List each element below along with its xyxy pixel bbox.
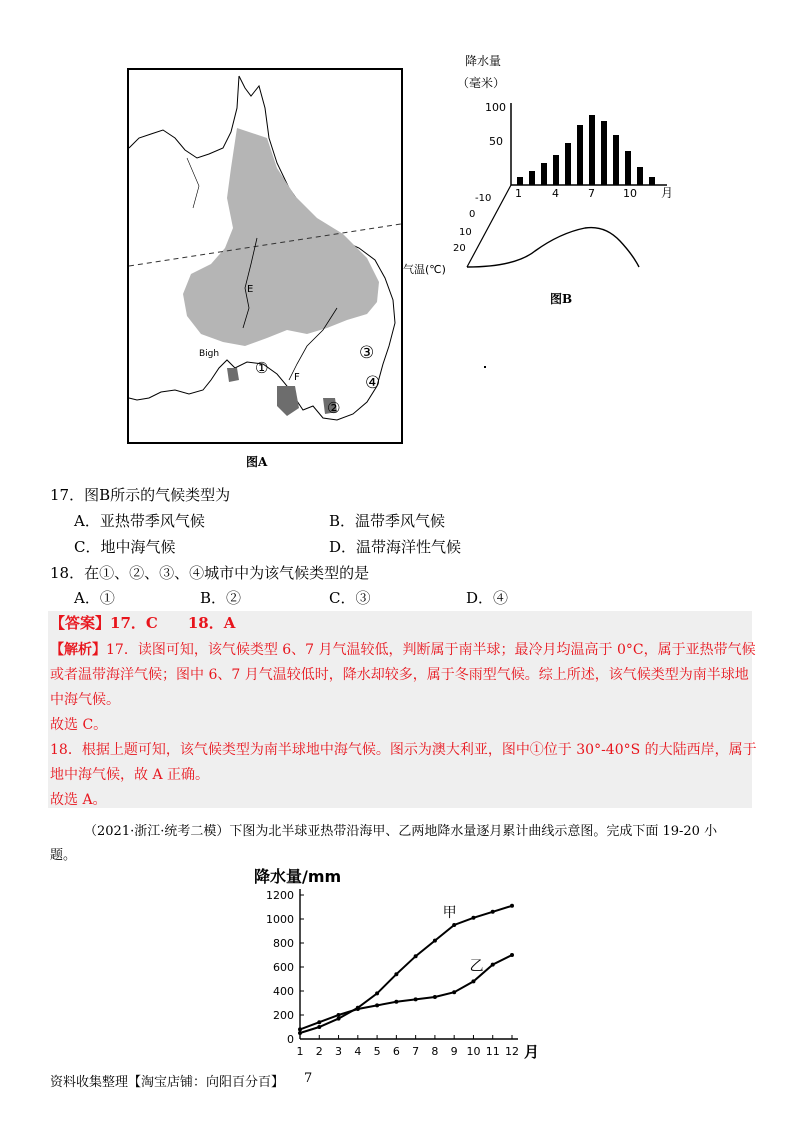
figure-b — [395, 45, 695, 305]
cumulative-chart-svg — [240, 862, 560, 1067]
data-point — [337, 1013, 341, 1017]
answer-text: 17．C 18．A — [110, 614, 236, 632]
figure-b-label: 图B — [550, 292, 573, 306]
month-4: 4 — [552, 187, 559, 200]
data-point — [452, 990, 456, 994]
data-point — [414, 997, 418, 1001]
footer-text: 资料收集整理【淘宝店铺：向阳百分百】 — [50, 1075, 285, 1090]
q17-option-c: C．地中海气候 — [74, 538, 176, 556]
data-point — [510, 953, 514, 957]
data-point — [356, 1007, 360, 1011]
data-point — [491, 910, 495, 914]
analysis-text-1: 17．读图可知，该气候类型 6、7 月气温较低，判断属于南半球；最冷月均温高于 0°C，属于亚热带气候 — [106, 642, 756, 658]
data-point — [433, 939, 437, 943]
data-point — [510, 904, 514, 908]
analysis-line-5: 18．根据上题可知，该气候类型为南半球地中海气候。图示为澳大利亚，图中①位于 30°-40°S 的大陆西岸，属于 — [50, 742, 757, 758]
marker-3: ③ — [359, 343, 375, 363]
climate-chart — [395, 45, 695, 305]
month-unit: 月 — [661, 186, 674, 200]
temp-tick-neg10: -10 — [475, 193, 492, 204]
data-point — [452, 923, 456, 927]
x-tick-label: 7 — [412, 1045, 420, 1058]
figure-a — [127, 68, 403, 444]
y-tick-label: 1200 — [266, 889, 294, 902]
data-point — [471, 916, 475, 920]
q18-option-d: D．④ — [466, 589, 509, 607]
tick-50: 50 — [489, 135, 503, 148]
y-tick-label: 400 — [273, 985, 294, 998]
month-10: 10 — [623, 187, 637, 200]
x-tick-label: 6 — [392, 1045, 400, 1058]
precip-title: 降水量 — [465, 54, 502, 68]
series-label-yi: 乙 — [469, 958, 484, 975]
q17-stem: 17．图B所示的气候类型为 — [50, 486, 231, 504]
australia-map — [127, 68, 403, 444]
x-axis-unit: 月 — [524, 1043, 540, 1061]
q18-option-a: A．① — [74, 589, 115, 607]
x-tick-label: 12 — [505, 1045, 519, 1058]
analysis-line-7: 故选 A。 — [50, 792, 107, 808]
x-tick-label: 5 — [373, 1045, 381, 1058]
marker-4: ④ — [365, 373, 381, 393]
x-tick-label: 11 — [485, 1045, 500, 1058]
answer-label: 【答案】 — [50, 614, 111, 632]
analysis-line-2: 或者温带海洋气候；图中 6、7 月气温较低时，降水却较多，属于冬雨型气候。综上所述，该气候类型为南半球地 — [50, 667, 749, 683]
x-tick-label: 9 — [450, 1045, 458, 1058]
data-point — [375, 1003, 379, 1007]
q17-option-d: D．温带海洋性气候 — [329, 538, 462, 556]
y-tick-label: 200 — [273, 1009, 294, 1022]
x-tick-label: 3 — [335, 1045, 343, 1058]
x-tick-label: 10 — [466, 1045, 481, 1058]
temp-tick-10: 10 — [459, 227, 472, 238]
q18-option-c: C．③ — [329, 589, 371, 607]
marker-2: ② — [327, 399, 341, 417]
intro-line-1: （2021·浙江·统考二模）下图为北半球亚热带沿海甲、乙两地降水量逐月累计曲线示意图。完成下面 19-20 小 — [84, 824, 718, 839]
svg-text:Bigh: Bigh — [199, 349, 220, 359]
data-point — [491, 963, 495, 967]
data-point — [298, 1027, 302, 1031]
data-point — [337, 1017, 341, 1021]
data-point — [317, 1020, 321, 1024]
analysis-line-6: 地中海气候，故 A 正确。 — [50, 767, 210, 783]
analysis-line-1 — [50, 640, 756, 660]
temp-tick-0: 0 — [469, 209, 476, 220]
data-point — [471, 979, 475, 983]
y-tick-label: 800 — [273, 937, 294, 950]
precip-unit: （毫米） — [457, 76, 506, 90]
analysis-line-4: 故选 C。 — [50, 717, 108, 733]
q18-option-b: B．② — [200, 589, 242, 607]
q17-option-b: B．温带季风气候 — [329, 512, 446, 530]
y-tick-label: 600 — [273, 961, 294, 974]
intro-line-2: 题。 — [50, 848, 77, 863]
data-point — [394, 1000, 398, 1004]
x-tick-label: 4 — [354, 1045, 362, 1058]
temp-title: 气温(℃) — [403, 263, 446, 276]
q18-stem: 18．在①、②、③、④城市中为该气候类型的是 — [50, 564, 370, 582]
marker-1: ① — [255, 359, 269, 377]
x-tick-label: 1 — [296, 1045, 304, 1058]
temp-tick-20: 20 — [453, 243, 466, 254]
map-label-e: E — [247, 284, 254, 295]
tick-100: 100 — [485, 101, 506, 114]
data-point — [298, 1031, 302, 1035]
data-point — [375, 991, 379, 995]
data-point — [433, 995, 437, 999]
data-point — [317, 1025, 321, 1029]
analysis-line-3: 中海气候。 — [50, 692, 120, 708]
y-tick-label: 0 — [287, 1033, 294, 1046]
x-tick-label: 8 — [431, 1045, 439, 1058]
y-tick-label: 1000 — [266, 913, 294, 926]
answer-line — [50, 613, 235, 633]
x-tick-label: 2 — [315, 1045, 323, 1058]
month-7: 7 — [588, 187, 595, 200]
figure-a-label: 图A — [246, 455, 268, 469]
stray-dot — [484, 366, 486, 368]
data-point — [394, 972, 398, 976]
series-label-jia: 甲 — [442, 905, 457, 921]
cumulative-chart — [240, 862, 560, 1067]
data-point — [414, 954, 418, 958]
map-label-f: F — [294, 372, 300, 383]
analysis-label: 【解析】 — [50, 642, 106, 658]
chart-title: 降水量/mm — [254, 867, 342, 886]
q17-option-a: A．亚热带季风气候 — [74, 512, 205, 530]
month-1: 1 — [515, 187, 522, 200]
page-number: 7 — [304, 1071, 313, 1086]
